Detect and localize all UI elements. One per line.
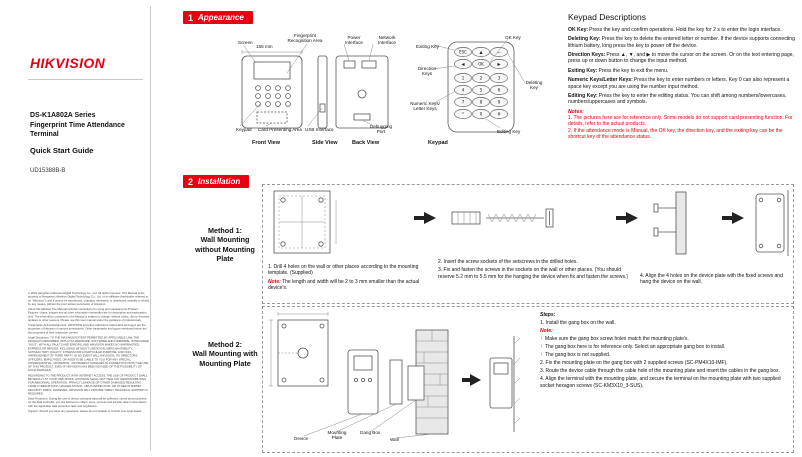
label-debugging-port: Debugging Port [369,124,393,135]
arrow-4 [462,374,481,386]
kd-note-2: 2. If the attendance mode is Manual, the OK key, the direction key, and the exiting key can be the shortcut key of the attendance status. [568,128,783,141]
method2-title [188,340,262,368]
kd-term: Exiting Key: [568,67,598,74]
mounting-plate-drawing [390,360,402,404]
arrow-1 [414,212,436,224]
key-1: 1 [461,75,465,81]
legal-paragraph: Legal Disclaimer: TO THE MAXIMUM EXTENT PERMITTED BY APPLICABLE LAW, THE PRODUCT DESCRIBED, WITH ITS HARDWARE, SOFTWARE AND FIRMWARE, IS PROVIDED "AS IS", WITH ALL FAULTS AND ERRORS, AND HIKVISION MAKES NO WARRANTIES, EXPRESS OR IMPLIED, INCLUDING WITHOUT LIMITATION, MERCHANTABILITY, SATISFACTORY QUALITY, FITNESS FOR A PARTICULAR PURPOSE, AND NON-INFRINGEMENT OF THIRD PARTY. IN NO EVENT WILL HIKVISION, ITS DIRECTORS, OFFICERS, EMPLOYEES, OR AGENTS BE LIABLE TO YOU FOR ANY SPECIAL, CONSEQUENTIAL, INCIDENTAL, OR INDIRECT DAMAGES IN CONNECTION WITH THE USE OF THIS PRODUCT, EVEN IF HIKVISION HAS BEEN ADVISED OF THE POSSIBILITY OF SUCH DAMAGES. [28,336,149,373]
section2-badge [183,175,249,188]
section1-badge [183,11,253,24]
method2-note-2: · The gang box here is for reference only. Select an appropriate gang box to install. [540,344,790,351]
kd-term: Deleting Key: [568,36,601,43]
key-8: 8 [479,99,483,105]
doc-type: Quick Start Guide [30,146,94,155]
method2-step2-text: 2. Fix the mounting plate on the gang box with 2 supplied screws (SC-PM4X10-IMF). [540,360,728,366]
key-7: 7 [461,99,465,105]
kd-term: Numeric Keys/Letter Keys: [568,77,633,84]
caption-front-view: Front View [252,140,281,146]
assembled-device-drawing [490,336,520,432]
method2-note-3: · The gang box is not supplied. [540,352,790,359]
device-hanging-drawing [756,190,788,256]
kd-item-direction [568,52,798,65]
key-5: 5 [479,87,483,93]
label-card-area: Card Presenting Area [258,127,302,132]
key-0: 0 [479,111,483,117]
method2-figure [264,308,534,450]
setscrew-drawing [452,209,553,227]
legal-text-inner [28,292,150,414]
method2-step4-text: 4. Align the terminal with the mounting plate, and secure the terminal on the mounting plate with two supplied socket hexagon screws (SC-KM3X10_3-SUS). [540,376,781,389]
device-views-figure [232,48,407,136]
method2-note-1: · Make sure the gang box screw holes match the mounting plate's. [540,336,790,343]
method1-title-rest: Wall Mounting without Mounting Plate [195,235,255,264]
kd-term: Direction Keys: [568,52,606,59]
kd-term: OK Key: [568,27,589,33]
key-delete: ← [497,49,501,55]
legal-paragraph: Trademarks Acknowledgement: HIKVISION and other Hikvision's trademarks and logos are the properties of Hikvision in various jurisdictions. Other trademarks and logos mentioned below are the properties of their respective owners. [28,324,147,335]
label-screen: Screen [238,40,253,45]
dimension-155mm-line [242,50,302,54]
kd-item-deleting [568,36,798,49]
kd-text: Press the key to delete the entered letter or number. If the device supports connecting lithium battery, long press the key to power off the device. [568,36,795,49]
hikvision-logo: HIKVISION [30,55,106,71]
key-right: ▶ [497,61,501,67]
label-direction-keys: Direction Keys [417,66,437,77]
legal-paragraph: Support: Should you have any questions, please do not hesitate to contact your local dealer. [28,409,142,413]
wall-screws-drawing [654,192,686,254]
method1-title [188,226,262,263]
label-deleting-key: Deleting Key [525,80,543,91]
method2-title-rest: Wall Mounting with Mounting Plate [192,349,258,368]
product-name: Fingerprint Time Attendance Terminal [30,122,125,138]
kd-item-editing [568,93,798,106]
section1-number: 1 [188,12,194,23]
gang-box-drawing [408,366,424,400]
front-view-drawing [242,56,302,128]
label-numeric-keys: Numeric Keys/ Letter Keys [410,101,440,112]
keypad-descriptions [568,12,798,142]
label-editing-key: Editing Key [497,129,521,134]
key-4: 4 [461,87,465,93]
method1-figure [264,186,792,262]
key-ok: OK [478,61,484,67]
kd-note-1: 1. The pictures here are for reference only. Some models do not support card presenting function. For details, refer to the actual products. [568,114,793,127]
method1-step3-text: 3. Fix and fasten the screws in the sockets on the wall or other places. (You should reserve 5.2 mm to 5.5 mm for the hanging the device when fix and fasten the screws.) [438,267,629,280]
kd-item-ok [568,27,798,33]
doc-number: UD15388B-B [30,168,66,174]
key-9: 9 [497,99,501,105]
label-usb-interface: USB Interface [305,127,334,132]
section2-number: 2 [188,176,194,187]
kd-term: Editing Key: [568,92,598,99]
label-power-interface: Power Interface [345,35,363,46]
method2-note-label: Note: [540,328,553,334]
caption-keypad: Keypad [428,140,448,146]
label-keypad: Keypad [236,127,252,132]
mounting-plate-dimensions-drawing [269,312,328,386]
key-hash: # [497,111,501,117]
key-2: 2 [479,75,483,81]
legal-text [28,292,150,454]
legal-paragraph: REGARDING TO THE PRODUCT WITH INTERNET ACCESS, THE USE OF PRODUCT SHALL BE WHOLLY AT YOUR OWN RISKS. HIKVISION SHALL NOT TAKE ANY RESPONSIBILITIES FOR ABNORMAL OPERATION, PRIVACY LEAKAGE OR OTHER DAMAGES RESULTING FROM CYBER ATTACK, HACKER ATTACK, VIRUS INSPECTION, OR OTHER INTERNET SECURITY RISKS; HOWEVER, HIKVISION WILL PROVIDE TIMELY TECHNICAL SUPPORT IF REQUIRED. [28,374,149,396]
kd-item-exiting [568,68,798,74]
arrow-3 [722,212,744,224]
label-fingerprint-area: Fingerprint Recognition Area [287,33,323,44]
kd-notes-label: Notes: [568,108,584,115]
label-network-interface: Network Interface [378,35,396,46]
label-wall: Wall [390,437,399,442]
kd-text: Press the key to enter numbers or letters. Key 0 can also represent a space key except you are using the number input method. [568,77,790,90]
caption-back-view: Back View [352,140,380,146]
mounting-template-drawing [274,191,336,253]
label-gang-box: Gang Box [359,430,381,435]
key-esc: ESC [459,49,467,55]
method2-step3-text: 3. Route the device cable through the cable hole of the mounting plate and insert the cables in the gang box. [540,368,780,374]
keypad-figure [428,40,534,136]
device-drawing [348,350,378,414]
label-exiting-key: Exiting Key [416,44,439,49]
side-view-drawing [318,56,327,128]
method1-step-4 [640,273,790,288]
key-star: * [462,111,464,117]
legal-paragraph: © 2022 Hangzhou Hikvision Digital Technology Co., Ltd. All rights reserved. This Manual is the property of Hangzhou Hikvision Digital Technology Co., Ltd. or its affiliates (hereinafter referred to as "Hikvision"), and it cannot be reproduced, changed, translated, or distributed, partially or wholly, by any means, without the prior written permission of Hikvision. [28,292,150,306]
product-series: DS-K1A802A Series [30,112,96,119]
label-ok-key: OK Key [505,35,521,40]
method1-note-label: Note: [268,278,281,285]
key-6: 6 [497,87,501,93]
sidebar-rule [28,79,143,80]
content-divider [150,6,151,451]
key-left: ◀ [461,61,465,67]
kd-text: Press ▲, ▼, and ▶ to move the cursor on the screen. Or on the text entering page, press up or down button to change the input method. [568,52,794,65]
kd-text: Press the key and confirm operations. Hold the key for 2 s to enter the login interface. [589,27,782,33]
method1-title-line1: Method 1: [208,226,242,235]
legal-paragraph: About this Manual: The Manual includes instructions for using and managing the Product. Pictures, charts, images and all other information hereinafter are for description and explanation only. The information contained in the Manual is subject to change, without notice, due to firmware updates or other reasons. Please use this user manual under the guidance of professionals. [28,308,150,322]
section2-title: Installation [198,177,241,186]
method1-step2-text: 2. Insert the screw sockets of the setscrews in the drilled holes. [438,259,578,265]
section1-title: Appearance [198,13,244,22]
label-mounting-plate: Mounting Plate [327,430,347,441]
label-device: Device [294,436,309,441]
kd-text: Press the key to exit the menu. [598,67,669,74]
method1-steps-2-3 [438,259,634,282]
legal-paragraph: Data Protection: During the use of device, personal data will be collected, stored and processed. As the data controller, you are advised to collect, store, process and transfer data in accordance with the applicable data protection laws and regulations. [28,397,148,408]
kd-item-numeric [568,77,798,90]
method1-step-1 [268,264,428,293]
method2-steps [540,312,790,391]
arrow-2 [616,212,638,224]
method1-step4-text: 4. Align the 4 holes on the device plate with the fixed screws and hang the device on the wall. [640,273,783,286]
method2-step1-text: 1. Install the gang box on the wall. [540,320,616,326]
label-155mm: 155 mm [256,44,273,49]
caption-side-view: Side View [312,140,338,146]
back-view-drawing [336,56,388,128]
method2-steps-label: Steps: [540,312,556,318]
key-up: ▲ [479,49,483,55]
method1-step1-text: 1. Drill 4 holes on the wall or other places according to the mounting template. (Supplied) [268,264,419,277]
keypad-descriptions-title: Keypad Descriptions [568,12,646,22]
kd-text: Press the key to enter the editing status. You can shift among numbers/lowercases, numbers/uppercases and symbols. [568,92,787,106]
method1-note-text: The length and width will be 2 to 3 mm smaller than the actual device's. [268,278,420,292]
method2-title-line1: Method 2: [208,340,242,349]
key-3: 3 [497,75,501,81]
